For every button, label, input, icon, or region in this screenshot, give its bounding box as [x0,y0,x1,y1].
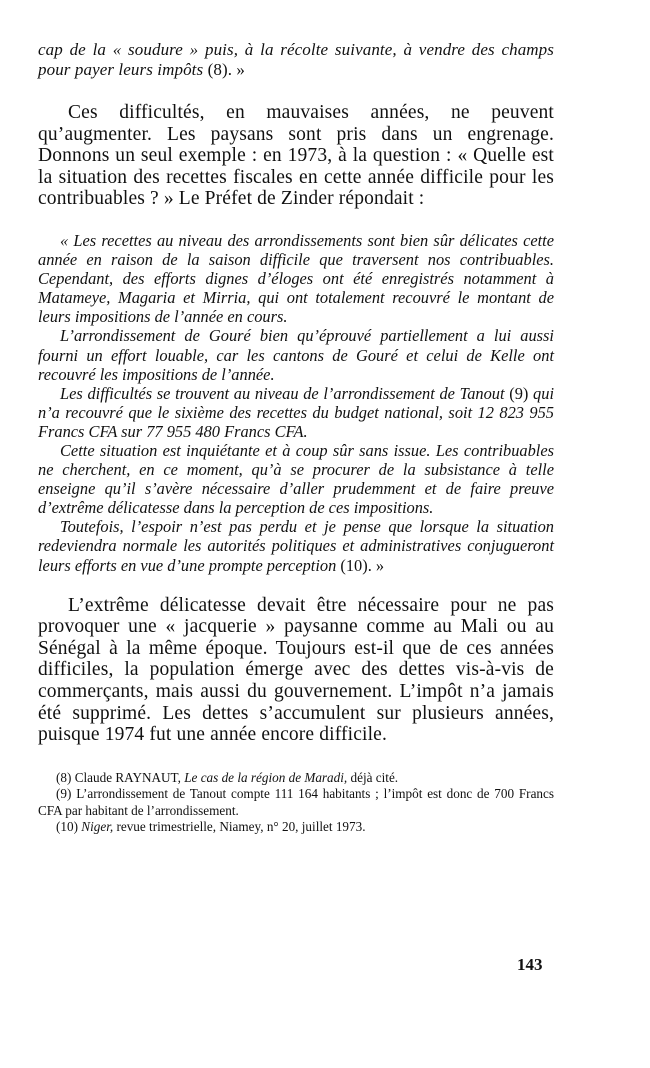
footnote-10 [38,819,554,836]
footnote-rest: revue trimestrielle, Niamey, n° 20, juillet 1973. [116,819,366,835]
footnote-ref-8: (8). » [207,60,246,79]
page-number: 143 [517,955,543,974]
toutefois-text: Toutefois, l’espoir n’est pas perdu et je pense que lorsque la situation redeviendra normale les autorités politiques et administratives conjugueront leurs efforts en vue d’une prompte perception [38,517,554,575]
quote-continuation [38,40,554,80]
book-page [38,40,554,836]
footnote-ref-9: (9) [509,383,529,403]
footnote-author: Claude RAYNAUT, [74,769,181,785]
quote-paragraph-situation: Cette situation est inquiétante et à coup sûr sans issue. Les contribuables ne cherchent, en ce moment, qu’à se procurer de la subsistance à telle enseigne qu’il s’avère nécessaire d’aller prudemment et de faire preuve d’extrême délicatesse dans la perception de ces impositions. [38,441,554,518]
tanout-text-before: Les difficultés se trouvent au niveau de l’arrondissement de Tanout [60,383,505,403]
quote-paragraph-tanout [38,384,554,441]
tanout-text-after: qui n’a recouvré que le sixième des recettes du budget national, soit 12 823 955 Francs CFA sur 77 955 480 Francs CFA. [38,383,554,441]
quote-continuation-text: cap de la « soudure » puis, à la récolte suivante, à vendre des champs pour payer leurs impôts [38,40,554,79]
footnote-number: (10) [56,819,78,835]
footnote-9 [38,786,554,819]
footnote-rest: déjà cité. [350,769,399,785]
footnote-title: Niger, [81,819,114,835]
footnote-number: (9) [56,786,72,802]
footnote-number: (8) [56,769,72,785]
body-paragraph-1: Ces difficultés, en mauvaises années, ne peuvent qu’augmenter. Les paysans sont pris dans un engrenage. Donnons un seul exemple : en 1973, à la question : « Quelle est la situation des recettes fiscales en cette année difficile pour les contribuables ? » Le Préfet de Zinder répondait : [38,102,554,210]
footnotes [38,770,554,836]
quote-paragraph-goure: L’arrondissement de Gouré bien qu’éprouvé partiellement a lui aussi fourni un effort louable, car les cantons de Gouré et celui de Kelle ont recouvré les impositions de l’année. [38,326,554,384]
footnote-8 [38,770,554,787]
prefect-quote [38,231,554,575]
body-paragraph-2: L’extrême délicatesse devait être nécessaire pour ne pas provoquer une « jacquerie » paysanne comme au Mali ou au Sénégal à la même époque. Toujours est-il que de ces années difficiles, la population émerge avec des dettes vis-à-vis de commerçants, mais aussi du gouvernement. L’impôt n’a jamais été supprimé. Les dettes s’accumulent sur plusieurs années, puisque 1974 fut une année encore difficile. [38,594,554,746]
quote-paragraph-toutefois [38,517,554,574]
quote-paragraph-recettes: « Les recettes au niveau des arrondissements sont bien sûr délicates cette année en raison de la saison difficile que traversent nos contribuables. Cependant, des efforts dignes d’éloges ont été enregistrés notamment à Matameye, Magaria et Mirria, qui ont totalement recouvré le montant de leurs impositions de l’année en cours. [38,230,554,327]
footnote-title: Le cas de la région de Maradi, [184,769,348,785]
footnote-text: L’arrondissement de Tanout compte 111 164 habitants ; l’impôt est donc de 700 Francs CFA par habitant de l’arrondissement. [38,786,555,818]
footnote-ref-10: (10). » [340,555,385,575]
